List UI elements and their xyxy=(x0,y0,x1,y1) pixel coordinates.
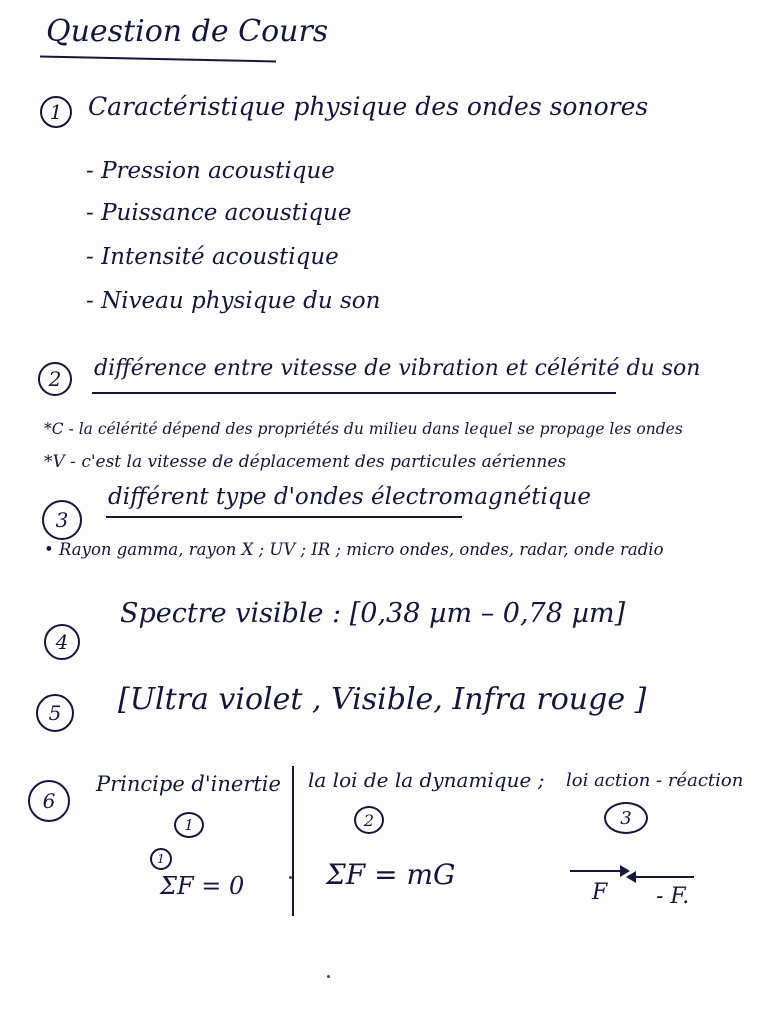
page-title: Question de Cours xyxy=(46,14,329,49)
q6-formula-dynamics: ΣF = mG xyxy=(326,858,456,891)
q2-heading-underline xyxy=(92,392,616,394)
q6-formula-inertia: ΣF = 0 xyxy=(160,872,245,900)
q6-action-reaction-heading: loi action - réaction xyxy=(566,770,744,791)
question-3-number: 3 xyxy=(42,500,82,540)
question-3-heading: différent type d'ondes électromagnétique xyxy=(108,484,591,510)
q6-dynamics-heading: la loi de la dynamique ; xyxy=(308,768,545,792)
q6-inertia-heading: Principe d'inertie xyxy=(96,772,281,796)
q2-line-vitesse: *V - c'est la vitesse de déplacement des particules aériennes xyxy=(44,452,567,472)
question-2-number: 2 xyxy=(38,362,72,396)
q6-sub-number-3: 3 xyxy=(604,802,648,834)
force-arrow-right xyxy=(570,870,628,872)
question-1-heading: Caractéristique physique des ondes sonores xyxy=(88,92,649,121)
q6-sub-number-1: 1 xyxy=(174,812,204,838)
q1-item-4: - Niveau physique du son xyxy=(86,288,381,314)
q1-item-3: - Intensité acoustique xyxy=(86,244,339,270)
q3-em-waves-list: • Rayon gamma, rayon X ; UV ; IR ; micro ondes, ondes, radar, onde radio xyxy=(44,540,664,559)
q6-force-f: F xyxy=(592,880,608,905)
title-underline xyxy=(40,56,276,63)
question-1-number: 1 xyxy=(40,96,72,128)
q6-force-minus-f: - F. xyxy=(656,884,690,909)
question-6-number: 6 xyxy=(28,780,70,822)
q1-item-1: - Pression acoustique xyxy=(86,158,335,184)
stray-dot-bottom xyxy=(327,975,330,978)
q6-mark-1: 1 xyxy=(150,848,172,870)
question-2-heading: différence entre vitesse de vibration et célérité du son xyxy=(94,356,701,381)
q6-column-divider xyxy=(292,766,294,916)
question-4-number: 4 xyxy=(44,624,80,660)
q1-item-2: - Puissance acoustique xyxy=(86,200,352,226)
q6-sub-number-2: 2 xyxy=(354,806,384,834)
stray-dot xyxy=(289,876,292,879)
q5-radiation-types: [Ultra violet , Visible, Infra rouge ] xyxy=(118,682,647,717)
question-5-number: 5 xyxy=(36,694,74,732)
q3-heading-underline xyxy=(106,516,462,518)
q4-visible-spectrum: Spectre visible : [0,38 µm – 0,78 µm] xyxy=(120,598,626,629)
force-arrow-left xyxy=(628,876,694,878)
q2-line-celerite: *C - la célérité dépend des propriétés du milieu dans lequel se propage les ondes xyxy=(44,420,683,438)
